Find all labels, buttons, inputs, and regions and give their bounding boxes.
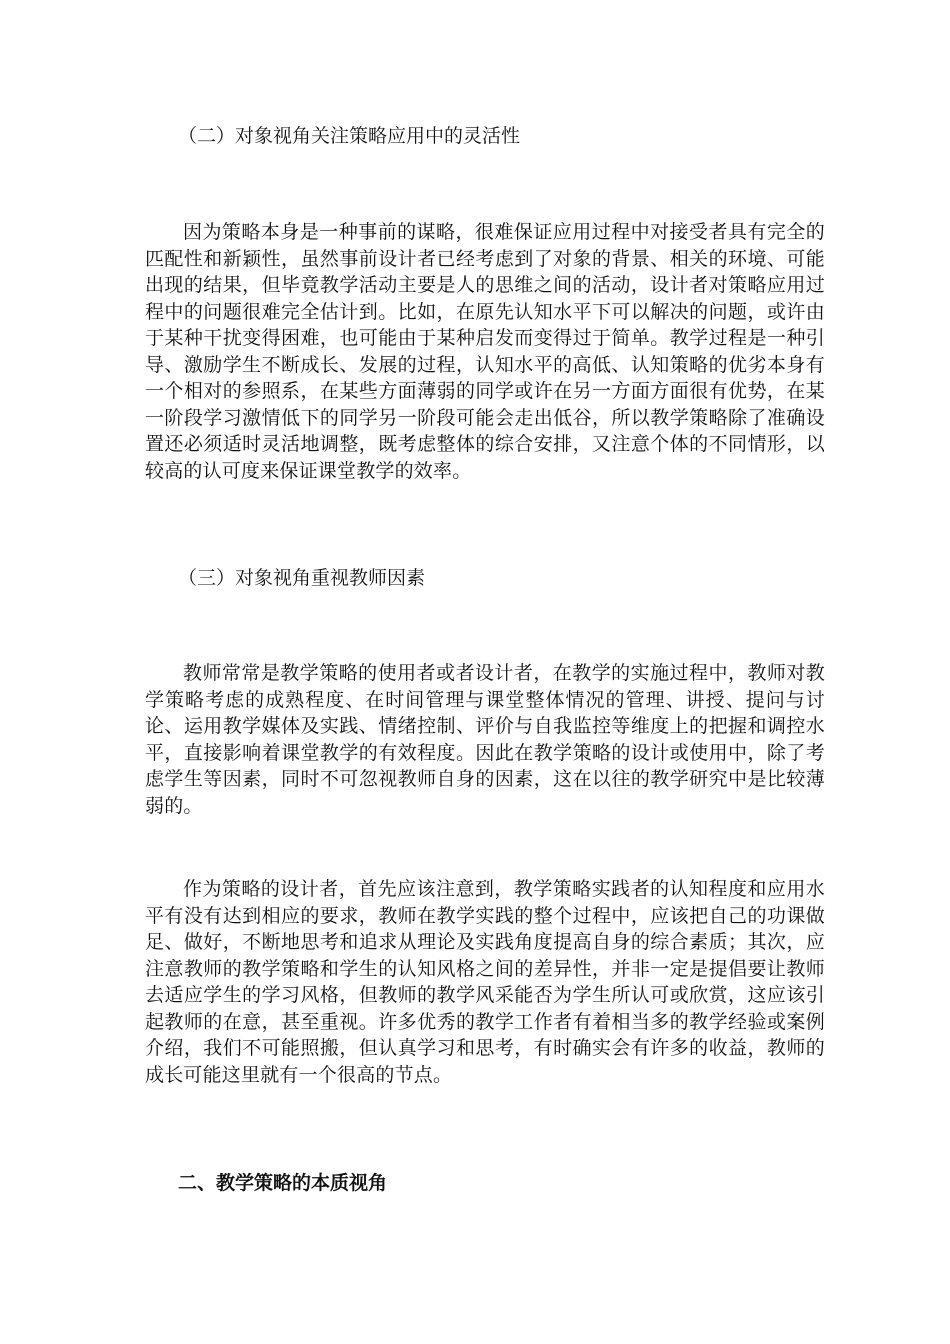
subsection-heading-2: （二）对象视角关注策略应用中的灵活性 [178,125,521,147]
paragraph-strategy-designer: 作为策略的设计者，首先应该注意到，教学策略实践者的认知程度和应用水平有没有达到相应的要求，教师在教学实践的整个过程中，应该把自己的功课做足、做好，不断地思考和追求从理论及实践角度提高自身的综合素质；其次，应注意教师的教学策略和学生的认知风格之间的差异性，并非一定是提倡要让教师去适应学生的学习风格，但教师的教学风采能否为学生所认可或欣赏，这应该引起教师的在意，甚至重视。许多优秀的教学工作者有着相当多的教学经验或案例介绍，我们不可能照搬，但认真学习和思考，有时确实会有许多的收益，教师的成长可能这里就有一个很高的节点。 [145,878,825,1086]
paragraph-flexibility: 因为策略本身是一种事前的谋略，很难保证应用过程中对接受者具有完全的匹配性和新颖性，虽然事前设计者已经考虑到了对象的背景、相关的环境、可能出现的结果，但毕竟教学活动主要是人的思维之间的活动，设计者对策略应用过程中的问题很难完全估计到。比如，在原先认知水平下可以解决的问题，或许由于某种干扰变得困难，也可能由于某种启发而变得过于简单。教学过程是一种引导、激励学生不断成长、发展的过程，认知水平的高低、认知策略的优劣本身有一个相对的参照系，在某些方面薄弱的同学或许在另一方面方面很有优势，在某一阶段学习激情低下的同学另一阶段可能会走出低谷，所以教学策略除了准确设置还必须适时灵活地调整，既考虑整体的综合安排，又注意个体的不同情形，以较高的认可度来保证课堂教学的效率。 [145,221,825,482]
subsection-heading-3: （三）对象视角重视教师因素 [178,567,426,589]
section-heading-2: 二、教学策略的本质视角 [178,1172,388,1194]
paragraph-teacher-factors: 教师常常是教学策略的使用者或者设计者，在教学的实施过程中，教师对教学策略考虑的成熟程度、在时间管理与课堂整体情况的管理、讲授、提问与讨论、运用教学媒体及实践、情绪控制、评价与自我监控等维度上的把握和调控水平，直接影响着课堂教学的有效程度。因此在教学策略的设计或使用中，除了考虑学生等因素，同时不可忽视教师自身的因素，这在以往的教学研究中是比较薄弱的。 [145,662,825,817]
